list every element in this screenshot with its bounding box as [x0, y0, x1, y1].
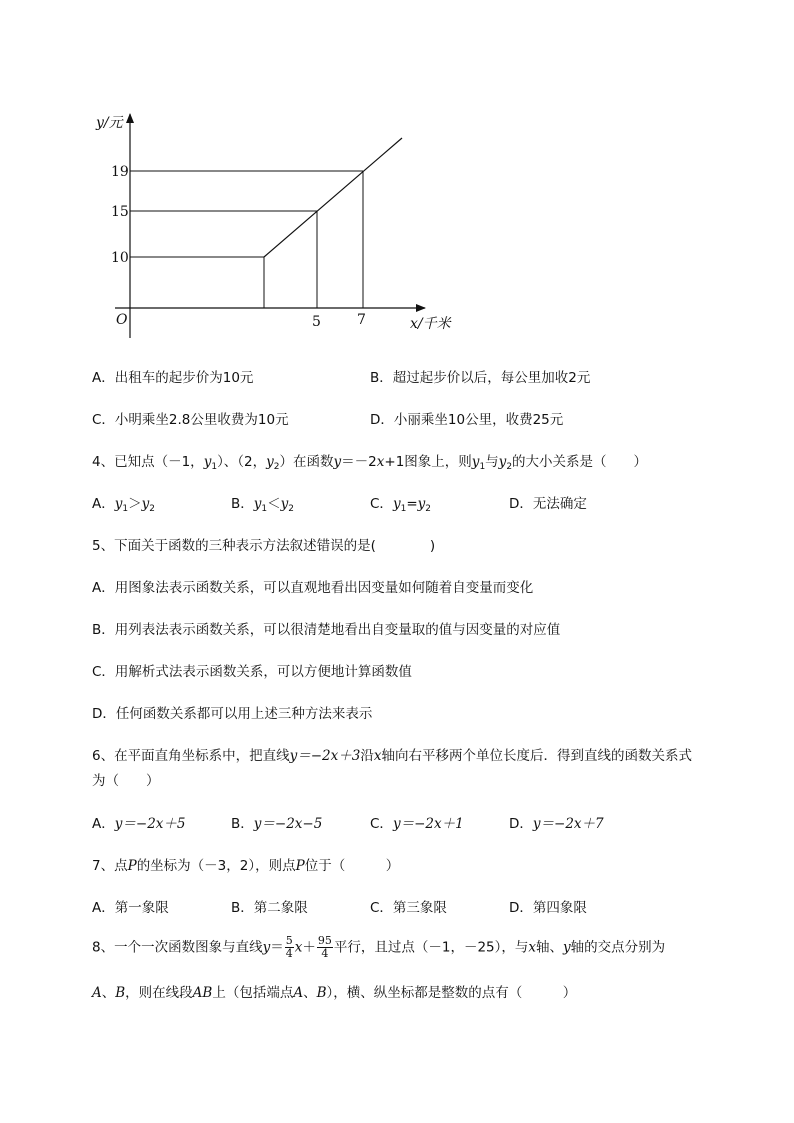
- q4-option-b: B．$y_1<y_2$: [231, 496, 295, 514]
- q6-option-b: B．y＝−2x−5: [231, 816, 323, 832]
- q8-fraction-2: $\frac{95}{4}$: [317, 934, 332, 960]
- origin-label: O: [116, 312, 128, 328]
- q7-option-d: D．第四象限: [509, 900, 587, 916]
- q3-option-c: C．小明乘坐2.8公里收费为10元: [92, 412, 289, 428]
- fare-graph: [0, 0, 794, 345]
- q8-stem-line2: A、B，则在线段AB上（包括端点A、B），横、纵坐标都是整数的点有（ ）: [92, 985, 577, 1001]
- q7-stem: 7、点P的坐标为（－3，2），则点P位于（ ）: [92, 858, 400, 874]
- y-tick-10: 10: [111, 250, 129, 266]
- q6-option-c: C．y＝−2x＋1: [370, 816, 464, 832]
- x-tick-5: 5: [312, 314, 321, 330]
- q7-option-c: C．第三象限: [370, 900, 447, 916]
- q5-option-b: B．用列表法表示函数关系，可以很清楚地看出自变量取的值与因变量的对应值: [92, 622, 561, 638]
- q4-option-a: A．$y_1>y_2$: [92, 496, 155, 514]
- q7-option-a: A．第一象限: [92, 900, 169, 916]
- q3-option-b: B．超过起步价以后，每公里加收2元: [370, 370, 591, 386]
- q6-stem: 6、在平面直角坐标系中，把直线y＝−2x＋3沿x轴向右平移两个单位长度后．得到直线的函数关系式: [92, 748, 692, 764]
- q7-option-b: B．第二象限: [231, 900, 308, 916]
- q6-stem-line2: 为（ ）: [92, 773, 160, 789]
- q5-option-d: D．任何函数关系都可以用上述三种方法来表示: [92, 706, 373, 722]
- fare-line: [264, 138, 402, 257]
- q5-stem: 5、下面关于函数的三种表示方法叙述错误的是( ): [92, 538, 436, 554]
- y-tick-19: 19: [111, 164, 129, 180]
- q5-option-a: A．用图象法表示函数关系，可以直观地看出因变量如何随着自变量而变化: [92, 580, 534, 596]
- q3-option-d: D．小丽乘坐10公里，收费25元: [370, 412, 564, 428]
- q8-fraction-1: $\frac{5}{4}$: [285, 934, 293, 960]
- y-tick-15: 15: [111, 204, 129, 220]
- q4-stem: 4、已知点（－1，$y_1$）、（2，$y_2$）在函数y＝－2x+1图象上，则$y_1$与$y_2$的大小关系是（ ）: [92, 454, 648, 472]
- q8-stem: 8、一个一次函数图象与直线y＝ $\frac{5}{4}$ x＋ $\frac{95}{4}$ 平行，且过点（－1，－25），与x轴、y轴的交点分别为: [92, 934, 666, 960]
- q6-option-a: A．y＝−2x＋5: [92, 816, 186, 832]
- q4-option-c: C．$y_1=y_2$: [370, 496, 431, 514]
- q6-option-d: D．y＝−2x＋7: [509, 816, 604, 832]
- q5-option-c: C．用解析式法表示函数关系，可以方便地计算函数值: [92, 664, 412, 680]
- q4-option-d: D．无法确定: [509, 496, 587, 512]
- x-tick-7: 7: [357, 312, 366, 328]
- y-axis-label: y/元: [96, 115, 123, 131]
- q3-option-a: A．出租车的起步价为10元: [92, 370, 254, 386]
- x-axis-label: x/千米: [410, 316, 451, 332]
